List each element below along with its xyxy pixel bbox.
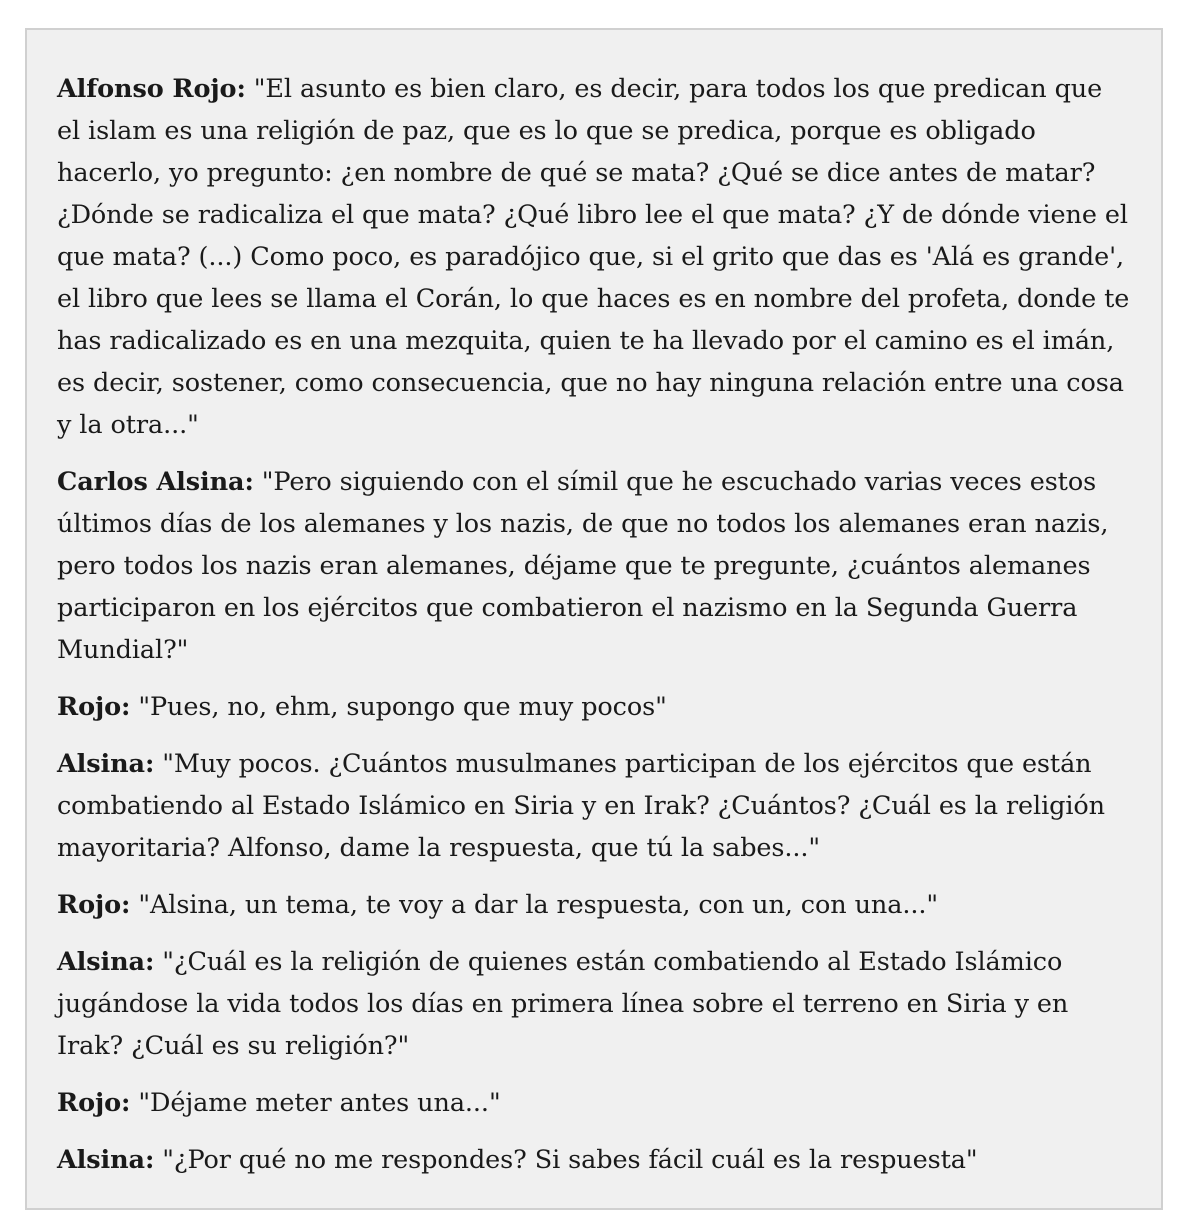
speaker-label: Alsina:	[57, 947, 155, 977]
speaker-label: Alfonso Rojo:	[57, 74, 246, 104]
dialogue-paragraph-6	[57, 941, 1133, 1067]
speaker-label: Alsina:	[57, 1145, 155, 1175]
speaker-label: Rojo:	[57, 1088, 131, 1118]
dialogue-text: "Muy pocos. ¿Cuántos musulmanes participan de los ejércitos que están combatiendo al Estado Islámico en Siria y en Irak? ¿Cuántos? ¿Cuál es la religión mayoritaria? Alfonso, dame la respuesta, que tú la sabes..."	[57, 749, 1106, 863]
dialogue-paragraph-7	[57, 1082, 1133, 1124]
dialogue-text: "¿Cuál es la religión de quienes están combatiendo al Estado Islámico jugándose la vida todos los días en primera línea sobre el terreno en Siria y en Irak? ¿Cuál es su religión?"	[57, 947, 1069, 1061]
dialogue-text: "Alsina, un tema, te voy a dar la respuesta, con un, con una..."	[130, 890, 938, 920]
dialogue-text: "El asunto es bien claro, es decir, para todos los que predican que el islam es una religión de paz, que es lo que se predica, porque es obligado hacerlo, yo pregunto: ¿en nombre de qué se mata? ¿Qué se dice antes de matar? ¿Dónde se radicaliza el que mata? ¿Qué libro lee el que mata? ¿Y de dónde viene el que mata? (...) Como poco, es paradójico que, si el grito que das es 'Alá es grande', el libro que lees se llama el Corán, lo que haces es en nombre del profeta, donde te has radicalizado es en una mezquita, quien te ha llevado por el camino es el imán, es decir, sostener, como consecuencia, que no hay ninguna relación entre una cosa y la otra..."	[57, 74, 1130, 440]
speaker-label: Alsina:	[57, 749, 155, 779]
quote-box	[25, 28, 1163, 1210]
speaker-label: Rojo:	[57, 692, 131, 722]
dialogue-paragraph-8	[57, 1139, 1133, 1181]
dialogue-paragraph-2	[57, 461, 1133, 671]
dialogue-text: "Déjame meter antes una..."	[130, 1088, 501, 1118]
dialogue-paragraph-5	[57, 884, 1133, 926]
dialogue-paragraph-3	[57, 686, 1133, 728]
speaker-label: Rojo:	[57, 890, 131, 920]
dialogue-text: "Pero siguiendo con el símil que he escuchado varias veces estos últimos días de los alemanes y los nazis, de que no todos los alemanes eran nazis, pero todos los nazis eran alemanes, déjame que te pregunte, ¿cuántos alemanes participaron en los ejércitos que combatieron el nazismo en la Segunda Guerra Mundial?"	[57, 467, 1109, 665]
dialogue-paragraph-1	[57, 68, 1133, 446]
dialogue-text: "¿Por qué no me respondes? Si sabes fácil cuál es la respuesta"	[154, 1145, 978, 1175]
dialogue-text: "Pues, no, ehm, supongo que muy pocos"	[130, 692, 667, 722]
dialogue-paragraph-4	[57, 743, 1133, 869]
speaker-label: Carlos Alsina:	[57, 467, 254, 497]
